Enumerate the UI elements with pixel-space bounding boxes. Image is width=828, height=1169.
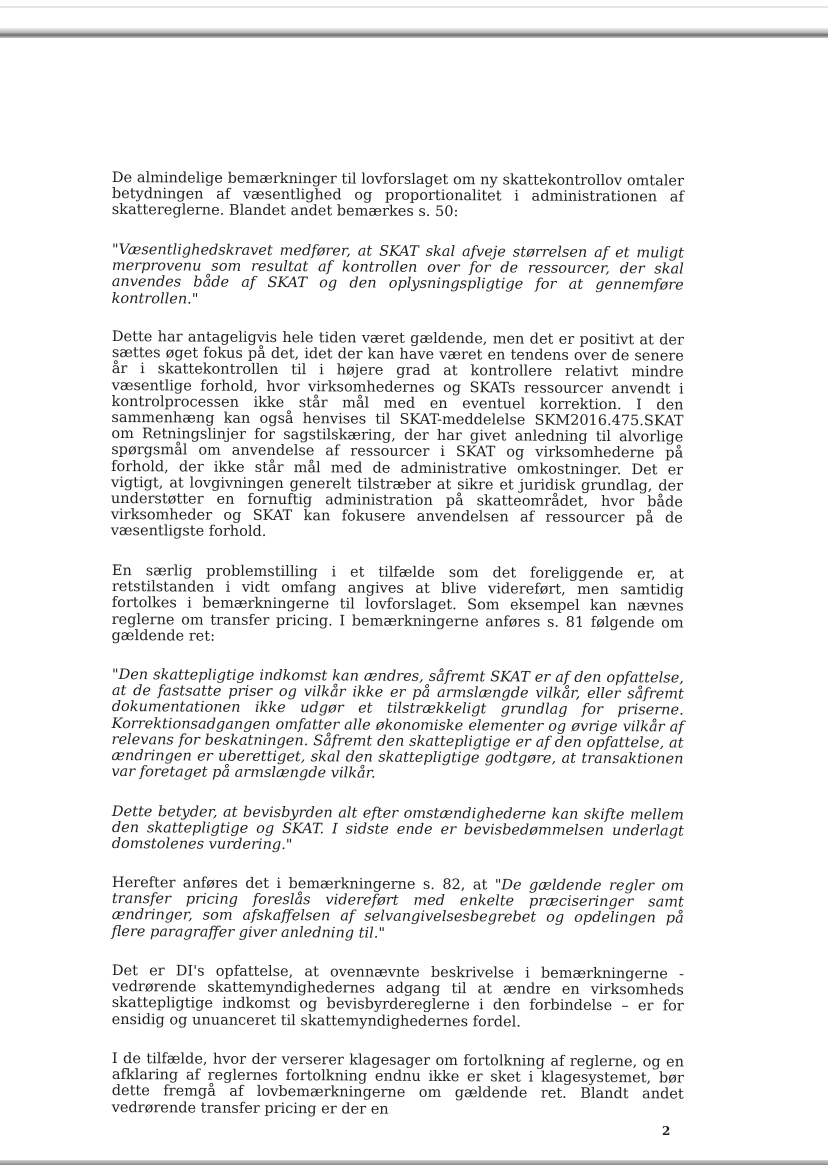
- paragraph-complaints: I de tilfælde, hvor der verserer klagesager om fortolkning af reglerne, og en afklaring af reglernes fortolkning endnu ikke er sket i klagesystemet, bør dette fremgå af lovbemærkningerne om gældende ret. Blandt andet vedrørende transfer pricing er der en: [111, 1050, 684, 1118]
- quote-materiality: "Væsentlighedskravet medfører, at SKAT skal afveje størrelsen af et muligt merprovenu som resultat af kontrollen over for de ressourcer, der skal anvendes både af SKAT og den oplysningspligtige for at gennemføre kontrollen.": [111, 241, 684, 307]
- page-number: 2: [662, 1124, 671, 1138]
- quote-taxable-income: "Den skattepligtige indkomst kan ændres, såfremt SKAT er af den opfattelse, at de fastsatte priser og vilkår ikke er på armslængde vilkår, eller såfremt dokumentationen ikke udgør et tilstrækkeligt grundlag for priserne. Korrektionsadgangen omfatter alle økonomiske elementer og øvrige vilkår af relevans for beskatningen. Såfremt den skattepligtige er af den opfattelse, at ændringen er uberettiget, skal den skattepligtige godtgøre, at transaktionen var foretaget på armslængde vilkår.: [111, 667, 684, 782]
- paragraph-focus: Dette har antageligvis hele tiden været gældende, men det er positivt at der sættes øget fokus på det, idet der kan have været en tendens over de senere år i skattekontrollen til i højere grad at kontrollere relativt mindre væsentlige forhold, hvor virksomhedernes og SKATs ressourcer anvendt i kontrolprocessen ikke står mål med en eventuel korrektion. I den sammenhæng kan også henvises til SKAT-meddelelse SKM2016.475.SKAT om Retningslinjer for sagstilskæring, der har givet anledning til alvorlige spørgsmål om anvendelse af ressourcer i SKAT og virksomhederne på forhold, der ikke står mål med de administrative omkostninger. Det er vigtigt, at lovgivningen generelt tilstræber at sikre et juridisk grundlag, der understøtter en fornuftig administration på skatteområdet, hvor både virksomheder og SKAT kan fokusere anvendelsen af ressourcer på de væsentligste forhold.: [110, 329, 684, 541]
- quote-burden-of-proof: Dette betyder, at bevisbyrden alt efter omstændighederne kan skifte mellem den skattepligtige og SKAT. I sidste ende er bevisbedømmelsen underlagt domstolenes vurdering.": [111, 803, 684, 854]
- paragraph-remarks-p82-prefix: Herefter anføres det i bemærkningerne s. 82, at: [111, 875, 495, 894]
- paragraph-remarks-p82-quote: "De gældende regler om transfer pricing foreslås videreført med enkelte præciseringer samt ændringer, som afskaffelsen af selvangivelsesbegrebet og opdelingen på flere paragraffer giver anledning til.": [111, 877, 684, 942]
- scan-edge-top-line: [0, 6, 828, 8]
- scan-edge-top: [0, 28, 828, 38]
- document-page-body: [112, 170, 684, 1139]
- paragraph-di-opinion: Det er DI's opfattelse, at ovennævnte beskrivelse i bemærkningerne - vedrørende skattemyndighedernes adgang til at ændre en virksomheds skattepligtige indkomst og bevisbyrdereglerne i den forbindelse – er for ensidig og unuanceret til skattemyndighedernes fordel.: [111, 962, 684, 1031]
- scan-edge-bottom: [0, 1160, 828, 1165]
- paragraph-remarks-p82: [112, 875, 684, 943]
- paragraph-intro: De almindelige bemærkninger til lovforslaget om ny skattekontrollov omtaler betydningen af væsentlighed og proportionalitet i administrationen af skattereglerne. Blandet andet bemærkes s. 50:: [111, 170, 684, 221]
- paragraph-transfer-pricing-issue: En særlig problemstilling i et tilfælde som det foreliggende er, at retstilstanden i vidt omfang angives at blive videreført, men samtidig fortolkes i bemærkningerne til lovforslaget. Som eksempel kan nævnes reglerne om transfer pricing. I bemærkningerne anføres s. 81 følgende om gældende ret:: [111, 563, 684, 645]
